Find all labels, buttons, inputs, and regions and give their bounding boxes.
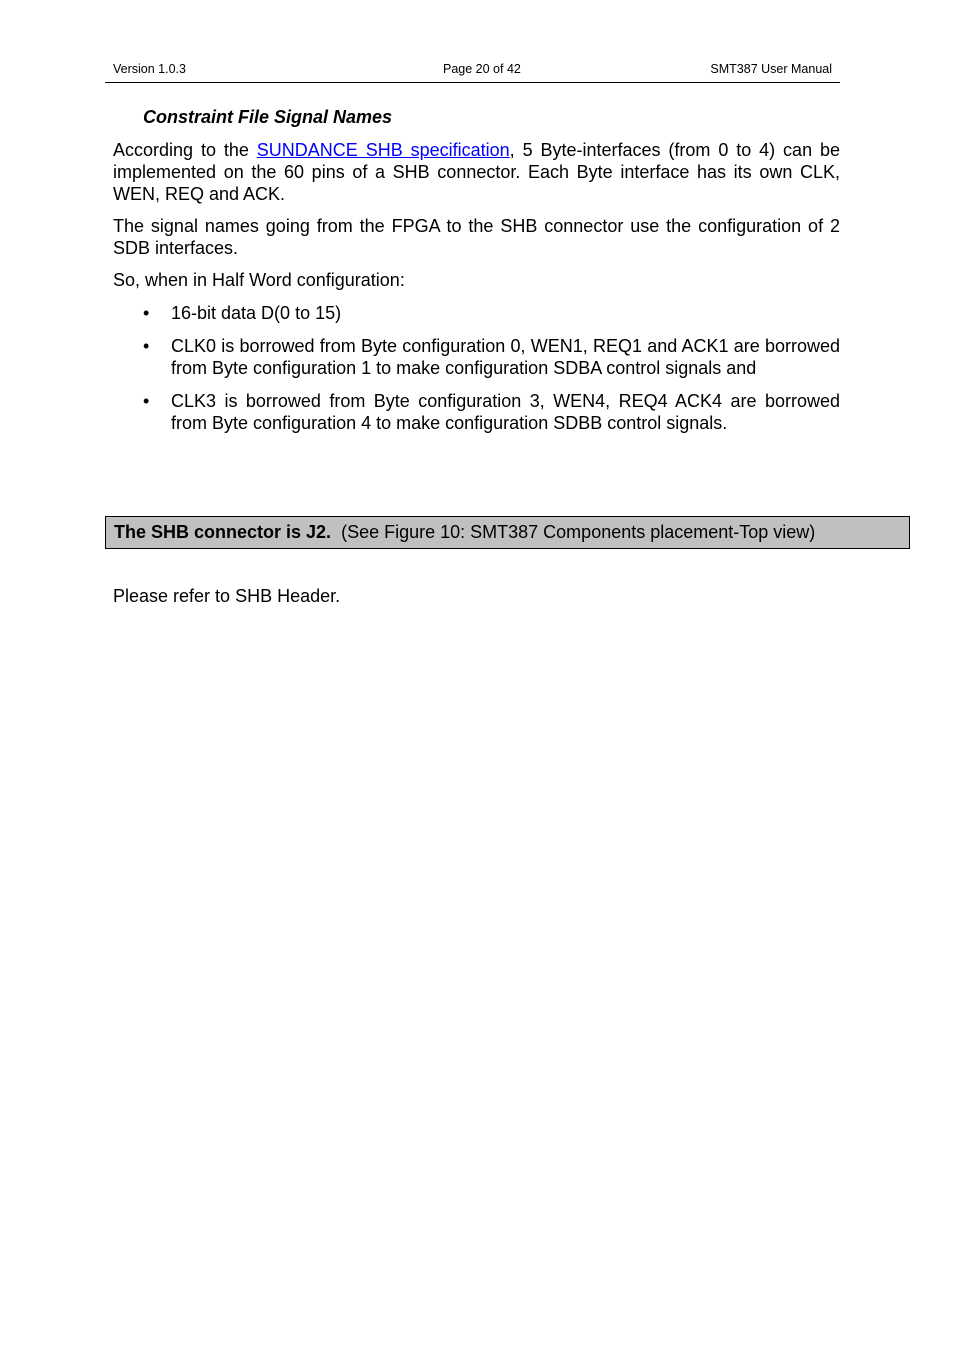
list-item xyxy=(113,302,840,324)
paragraph-text: , 5 Byte-interfaces (from 0 to 4) can be implemented on the 60 pins of a SHB connector. Each Byte interface has its own CLK, WEN, REQ and ACK. xyxy=(113,140,840,204)
section-title: Constraint File Signal Names xyxy=(143,107,393,127)
shb-connector-note xyxy=(105,516,910,549)
sundance-shb-spec-link[interactable]: SUNDANCE SHB specification xyxy=(256,140,510,160)
list-item xyxy=(113,335,840,379)
paragraph-refer-shb-header: Please refer to SHB Header. xyxy=(113,586,341,606)
bullet-icon: • xyxy=(143,336,150,356)
paragraph-text: According to the xyxy=(113,140,257,160)
list-item-text: CLK0 is borrowed from Byte configuration 0, WEN1, REQ1 and ACK1 are borrowed from Byte configuration 1 to make configuration SDBA control signals and xyxy=(171,336,840,378)
list-item xyxy=(113,390,840,434)
paragraph-half-word: So, when in Half Word configuration: xyxy=(113,270,405,290)
note-bold-text: The SHB connector is J2. xyxy=(114,522,332,542)
header-manual-title: SMT387 User Manual xyxy=(710,62,832,76)
note-content xyxy=(114,517,815,548)
bullet-icon: • xyxy=(143,303,150,323)
header-version: Version 1.0.3 xyxy=(113,62,186,76)
bullet-icon: • xyxy=(143,391,150,411)
paragraph-shb-spec xyxy=(113,139,840,205)
note-figure-reference: (See Figure 10: SMT387 Components placement-Top view) xyxy=(341,522,816,542)
page-header xyxy=(105,61,840,83)
bullet-list xyxy=(113,302,840,445)
list-item-text: CLK3 is borrowed from Byte configuration 3, WEN4, REQ4 ACK4 are borrowed from Byte configuration 4 to make configuration SDBB control signals. xyxy=(171,391,840,433)
header-page-number: Page 20 of 42 xyxy=(443,62,521,76)
list-item-text: 16-bit data D(0 to 15) xyxy=(171,303,342,323)
paragraph-signal-names: The signal names going from the FPGA to the SHB connector use the configuration of 2 SDB interfaces. xyxy=(113,216,840,258)
